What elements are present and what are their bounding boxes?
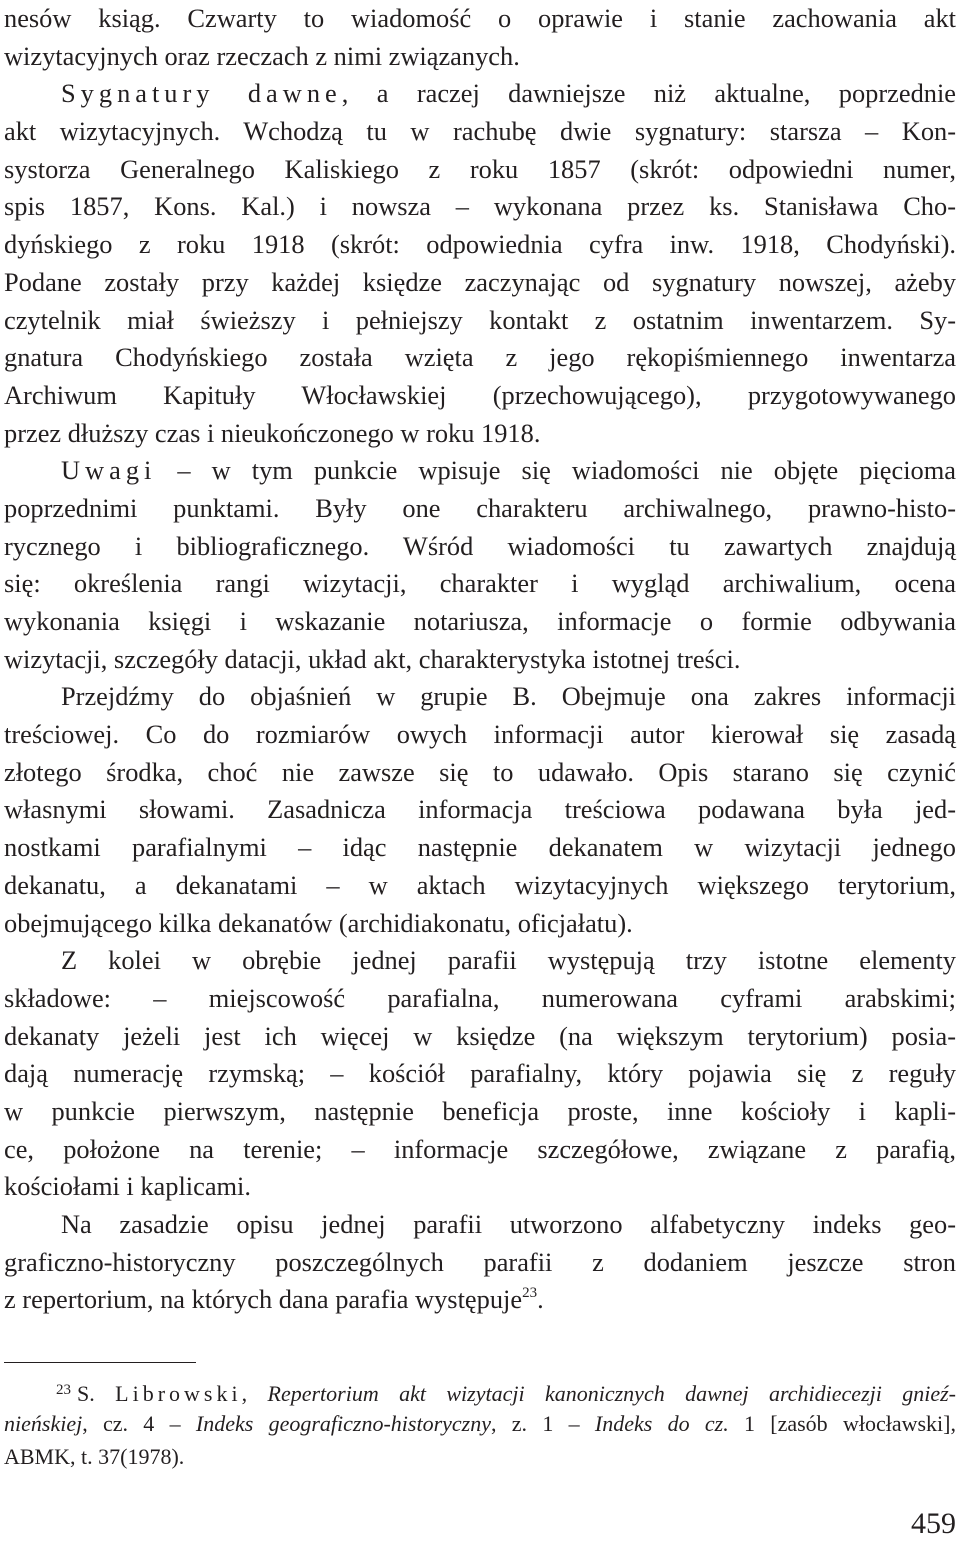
text-line: poprzednimi punktami. Były one charakteru archiwalnego, prawno-histo-	[4, 492, 956, 523]
text-line: graficzno-historyczny poszczególnych parafii z dodaniem jeszcze stron	[4, 1246, 956, 1277]
text-run: S.	[77, 1381, 116, 1406]
footnote-title-cont: nieńskiej	[4, 1411, 83, 1436]
footnote-number: 23	[56, 1382, 71, 1398]
text-line: nesów ksiąg. Czwarty to wiadomość o oprawie i stanie zachowania akt	[4, 3, 956, 33]
footnote-line: ABMK, t. 37(1978).	[4, 1444, 185, 1469]
text-line: Podane zostały przy każdej księdze zaczynając od sygnatury nowszej, ażeby	[4, 266, 956, 297]
text-line: nostkami parafialnymi – idąc następnie dekanatem w wizytacji jednego	[4, 832, 956, 863]
text-run: , z. 1 –	[490, 1411, 595, 1436]
text-line: Przejdźmy do objaśnień w grupie B. Obejmuje ona zakres informacji	[61, 681, 956, 712]
footnote-subtitle: Indeks do cz.	[594, 1411, 729, 1436]
text-line: wizytacyjnych oraz rzeczach z nimi związanych.	[4, 40, 520, 71]
spaced-term: Sygnatury dawne	[61, 78, 342, 109]
text-line: przez dłuższy czas i nieukończonego w roku 1918.	[4, 417, 541, 448]
footnote-reference[interactable]: 23	[522, 1285, 538, 1302]
text-line: ce, położone na terenie; – informacje szczegółowe, związane z parafią,	[4, 1133, 956, 1164]
text-line: obejmującego kilka dekanatów (archidiakonatu, oficjałatu).	[4, 907, 633, 938]
text-line: dekanaty jeżeli jest ich więcej w księdze (na większym terytorium) posia-	[4, 1020, 956, 1051]
text-line: Archiwum Kapituły Włocławskiej (przechowującego), przygotowywanego	[4, 379, 956, 410]
footnote-line	[4, 1374, 956, 1407]
text-line	[4, 75, 956, 113]
text-line: dyńskiego z roku 1918 (skrót: odpowiednia cyfra inw. 1918, Chodyński).	[4, 229, 956, 260]
footnote-line	[4, 1407, 956, 1440]
text-line: rycznego i bibliograficznego. Wśród wiadomości tu zawartych znajdują	[4, 530, 956, 561]
footnote-title: Repertorium akt wizytacji kanonicznych dawnej archidiecezji gnieź-	[267, 1381, 957, 1406]
text-line: dają numerację rzymską; – kościół parafialny, który pojawia się z reguły	[4, 1058, 956, 1089]
text-run: 1 [zasób włocławski],	[728, 1411, 956, 1436]
text-line: gnatura Chodyńskiego została wzięta z jego rękopiśmiennego inwentarza	[4, 342, 956, 373]
footnote-rule	[4, 1362, 196, 1363]
footnote-author: Librowski	[115, 1381, 242, 1406]
text-line: treściowej. Co do rozmiarów owych informacji autor kierował się zasadą	[4, 719, 956, 750]
body-text	[4, 0, 956, 1319]
text-line: akt wizytacyjnych. Wchodzą tu w rachubę dwie sygnatury: starsza – Kon-	[4, 116, 956, 147]
text-line	[4, 452, 956, 490]
text-line: spis 1857, Kons. Kal.) i nowsza – wykonana przez ks. Stanisława Cho-	[4, 191, 956, 222]
text-run: ,	[241, 1381, 268, 1406]
text-line: systorza Generalnego Kaliskiego z roku 1857 (skrót: odpowiedni numer,	[4, 153, 956, 184]
text-line: w punkcie pierwszym, następnie beneficja proste, inne kościoły i kapli-	[4, 1095, 956, 1126]
text-line: czytelnik miał świeższy i pełniejszy kontakt z ostatnim inwentarzem. Sy-	[4, 304, 956, 335]
text-line: się: określenia rangi wizytacji, charakter i wygląd archiwalium, ocena	[4, 568, 956, 599]
text-line	[4, 1281, 956, 1319]
footnote-series: Indeks geograficzno-historyczny	[195, 1411, 491, 1436]
text-line: Z kolei w obrębie jednej parafii występują trzy istotne elementy	[61, 945, 956, 976]
text-run: , cz. 4 –	[82, 1411, 196, 1436]
text-line: wykonania księgi i wskazanie notariusza, informacje o formie odbywania	[4, 606, 956, 636]
text-line: kościołami i kaplicami.	[4, 1171, 251, 1202]
spaced-term: Uwagi	[61, 455, 157, 486]
text-run: – w tym punkcie wpisuje się wiadomości nie objęte pięcioma	[156, 455, 956, 486]
text-line: Na zasadzie opisu jednej parafii utworzono alfabetyczny indeks geo-	[61, 1209, 956, 1239]
text-line: składowe: – miejscowość parafialna, numerowana cyframi arabskimi;	[4, 982, 956, 1013]
text-run: .	[537, 1284, 544, 1315]
text-line: wizytacji, szczegóły datacji, układ akt, charakterystyka istotnej treści.	[4, 643, 741, 674]
text-line: złotego środka, choć nie zawsze się to udawało. Opis starano się czynić	[4, 756, 956, 787]
text-run: z repertorium, na których dana parafia występuje	[4, 1284, 523, 1315]
footnote	[4, 1374, 956, 1473]
text-line: dekanatu, a dekanatami – w aktach wizytacyjnych większego terytorium,	[4, 869, 956, 900]
page-number: 459	[911, 1507, 956, 1540]
text-run: , a raczej dawniejsze niż aktualne, poprzednie	[341, 78, 956, 109]
text-line: własnymi słowami. Zasadnicza informacja treściowa podawana była jed-	[4, 794, 956, 825]
